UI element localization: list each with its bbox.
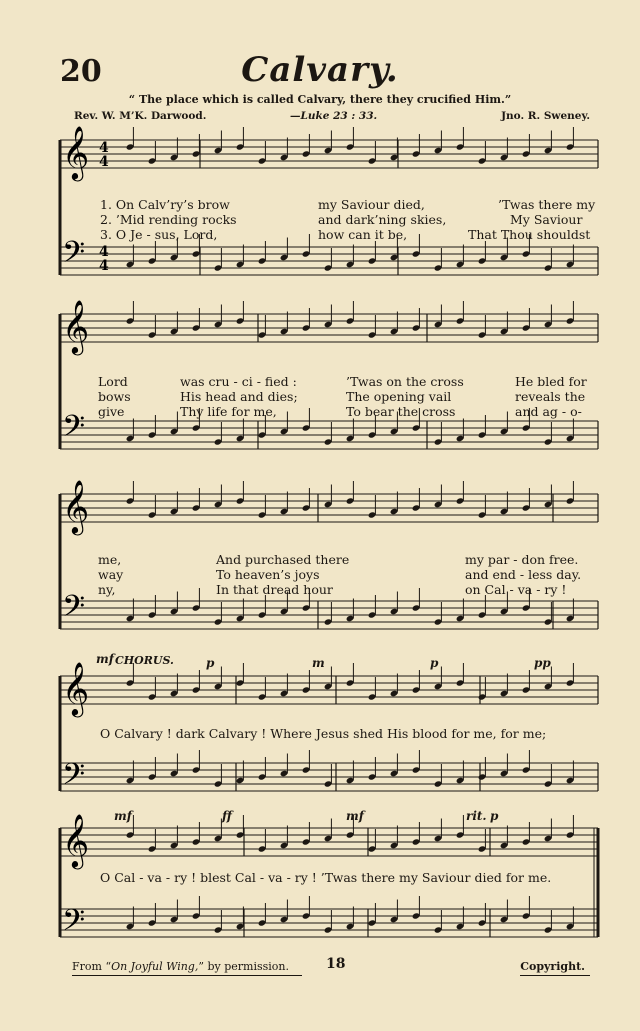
dynamic-rit: rit. [466, 809, 487, 823]
lyric-v1-r3-c: my par - don free. [465, 552, 579, 567]
chorus-lyric-line2: O Cal - va - ry ! blest Cal - va - ry ! ’Twas there my Saviour died for me. [100, 870, 552, 885]
bass-clef-icon: 𝄢 [62, 236, 86, 277]
dynamic-p: p [430, 656, 439, 670]
lyric-v3-r2-a: give [98, 404, 125, 419]
clefs [62, 125, 89, 945]
lyric-v3-r2-c: To bear the cross [346, 404, 456, 419]
treble-clef-icon: 𝄞 [62, 125, 90, 179]
lyric-v1-r3-b: And purchased there [216, 552, 350, 567]
dynamic-mf: mf [96, 652, 114, 666]
dynamic-mf: mf [114, 809, 132, 823]
dynamic-p: p [490, 809, 499, 823]
bass-clef-icon: 𝄢 [62, 904, 86, 945]
chorus-lyric-line1: O Calvary ! dark Calvary ! Where Jesus shed His blood for me, for me; [100, 726, 547, 741]
lyric-v3-r3-a: ny, [98, 582, 116, 597]
dynamic-m: m [312, 656, 325, 670]
dynamic-ff: ff [222, 809, 232, 823]
chorus-label: CHORUS. [115, 654, 174, 667]
copyright-notice: Copyright. [520, 960, 585, 973]
hymn-number: 20 [60, 54, 102, 89]
treble-clef-icon: 𝄞 [62, 661, 90, 715]
scripture-reference: —Luke 23 : 33. [290, 110, 378, 122]
lyric-v1-r1-b: my Saviour died, [318, 197, 425, 212]
lyric-v3-r3-c: on Cal - va - ry ! [465, 582, 567, 597]
dynamic-p: p [206, 656, 215, 670]
lyric-v2-r1-c: My Saviour [510, 212, 583, 227]
lyric-v1-r2-b: was cru - ci - fied : [180, 374, 297, 389]
lyric-v3-r2-d: and ag - o- [515, 404, 582, 419]
treble-clef-icon: 𝄞 [62, 813, 90, 867]
lyric-v1-r3-a: me, [98, 552, 122, 567]
footer-rule [520, 975, 590, 976]
dynamic-pp: pp [534, 656, 551, 670]
source-credit [72, 960, 289, 973]
bass-clef-icon: 𝄢 [62, 410, 86, 451]
lyric-v1-r2-a: Lord [98, 374, 128, 389]
source-prefix: From “ [72, 960, 112, 973]
lyric-v2-r1-a: 2. ’Mid rending rocks [100, 212, 237, 227]
time-signature-lower: 4 [99, 258, 109, 274]
page-number: 18 [326, 956, 346, 972]
dynamic-mf: mf [346, 809, 364, 823]
lyric-v3-r3-b: In that dread hour [216, 582, 333, 597]
lyric-v3-r1-b: how can it be, [318, 227, 408, 242]
lyric-v2-r3-a: way [98, 567, 124, 582]
lyric-v2-r3-c: and end - less day. [465, 567, 582, 582]
time-signature-lower: 4 [99, 154, 109, 170]
lyric-v1-r1-c: ’Twas there my [498, 197, 596, 212]
hymn-title: Calvary. [241, 50, 399, 90]
lyric-v1-r2-d: He bled for [515, 374, 587, 389]
lyric-v2-r2-c: The opening vail [346, 389, 452, 404]
lyric-v2-r3-b: To heaven’s joys [216, 567, 320, 582]
treble-clef-icon: 𝄞 [62, 299, 90, 353]
lyric-v2-r2-b: His head and dies; [180, 389, 298, 404]
lyric-v2-r2-d: reveals the [515, 389, 586, 404]
source-title: On Joyful Wing, [111, 960, 199, 973]
time-signature-upper: 4 [99, 140, 109, 156]
composer-credit: Jno. R. Sweney. [501, 110, 590, 122]
treble-clef-icon: 𝄞 [62, 479, 90, 533]
lyric-v2-r2-a: bows [98, 389, 131, 404]
lyric-v3-r1-c: That Thou shouldst [468, 227, 591, 242]
lyric-v2-r1-b: and dark’ning skies, [318, 212, 447, 227]
scripture-quote: “ The place which is called Calvary, there they crucified Him.” [128, 93, 512, 106]
staff-lines [60, 140, 598, 937]
lyric-v1-r1-a: 1. On Calv’ry’s brow [100, 197, 230, 212]
footer-rule [72, 975, 302, 976]
author-credit: Rev. W. M’K. Darwood. [74, 110, 207, 122]
time-signature-upper: 4 [99, 244, 109, 260]
lyric-v3-r2-b: Thy life for me, [180, 404, 277, 419]
bass-clef-icon: 𝄢 [62, 590, 86, 631]
lyric-v3-r1-a: 3. O Je - sus, Lord, [100, 227, 218, 242]
source-suffix: ” by permission. [198, 960, 290, 973]
lyric-v1-r2-c: ’Twas on the cross [346, 374, 464, 389]
bass-clef-icon: 𝄢 [62, 758, 86, 799]
